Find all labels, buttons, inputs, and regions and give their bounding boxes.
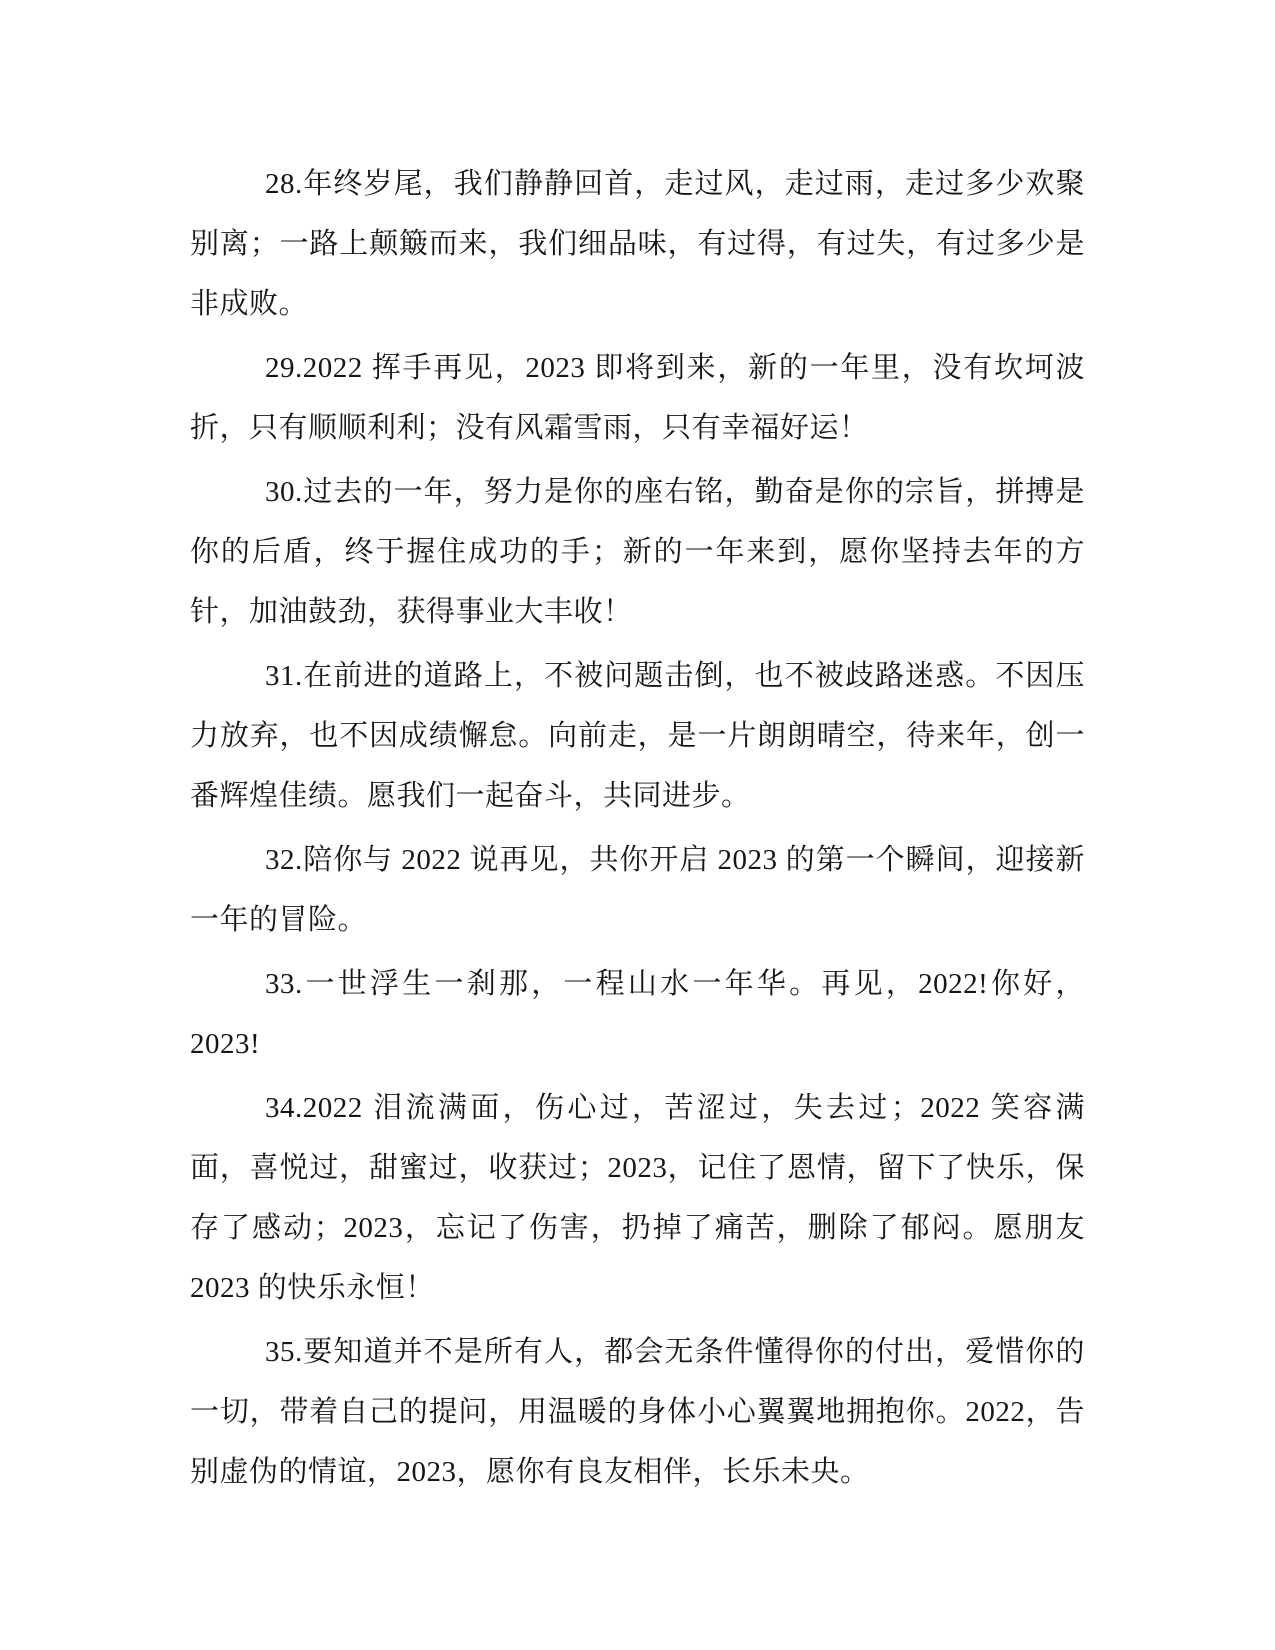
- document-body: [190, 154, 1085, 1506]
- paragraph-29: 29.2022 挥手再见，2023 即将到来，新的一年里，没有坎坷波折，只有顺顺利利；没有风霜雪雨，只有幸福好运！: [190, 352, 1085, 444]
- paragraph-28: 28.年终岁尾，我们静静回首，走过风，走过雨，走过多少欢聚别离；一路上颠簸而来，我们细品味，有过得，有过失，有过多少是非成败。: [190, 168, 1085, 320]
- paragraph-34: 34.2022 泪流满面，伤心过，苦涩过，失去过；2022 笑容满面，喜悦过，甜蜜过，收获过；2023，记住了恩情，留下了快乐，保存了感动；2023，忘记了伤害，扔掉了痛苦，删除了郁闷。愿朋友 2023 的快乐永恒！: [190, 1092, 1085, 1304]
- paragraph-30: 30.过去的一年，努力是你的座右铭，勤奋是你的宗旨，拼搏是你的后盾，终于握住成功的手；新的一年来到，愿你坚持去年的方针，加油鼓劲，获得事业大丰收！: [190, 476, 1085, 628]
- paragraph-32: 32.陪你与 2022 说再见，共你开启 2023 的第一个瞬间，迎接新一年的冒险。: [190, 844, 1085, 936]
- paragraph-33: 33.一世浮生一刹那，一程山水一年华。再见，2022!你好，2023!: [190, 968, 1085, 1060]
- paragraph-31: 31.在前进的道路上，不被问题击倒，也不被歧路迷惑。不因压力放弃，也不因成绩懈怠。向前走，是一片朗朗晴空，待来年，创一番辉煌佳绩。愿我们一起奋斗，共同进步。: [190, 660, 1085, 812]
- paragraph-35: 35.要知道并不是所有人，都会无条件懂得你的付出，爱惜你的一切，带着自己的提问，用温暖的身体小心翼翼地拥抱你。2022，告别虚伪的情谊，2023，愿你有良友相伴，长乐未央。: [190, 1336, 1085, 1488]
